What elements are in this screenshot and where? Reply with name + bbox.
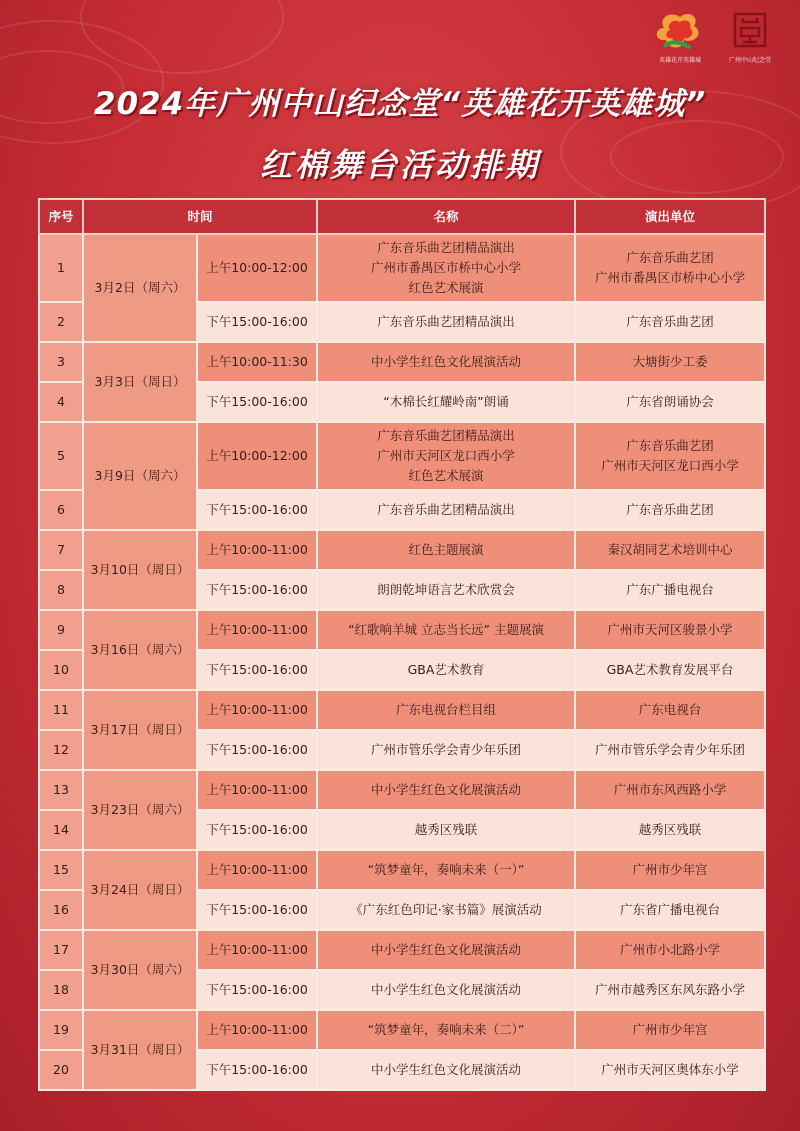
name-cell <box>317 690 575 730</box>
name-cell <box>317 234 575 302</box>
unit-cell <box>575 930 765 970</box>
unit-line: 广东广播电视台 <box>626 582 714 597</box>
unit-cell <box>575 690 765 730</box>
header-time: 时间 <box>83 199 317 234</box>
row-number: 11 <box>39 690 83 730</box>
table-row <box>39 690 765 730</box>
row-number: 18 <box>39 970 83 1010</box>
name-line: GBA艺术教育 <box>407 662 485 677</box>
date-cell: 3月17日（周日） <box>83 690 197 770</box>
name-line: 广州市管乐学会青少年乐团 <box>371 742 522 757</box>
unit-cell <box>575 422 765 490</box>
row-number: 9 <box>39 610 83 650</box>
row-number: 2 <box>39 302 83 342</box>
name-line: 广东音乐曲艺团精品演出 <box>377 428 515 443</box>
name-cell <box>317 890 575 930</box>
unit-cell <box>575 730 765 770</box>
unit-cell <box>575 890 765 930</box>
name-line: “木棉长红耀岭南”朗诵 <box>383 394 509 409</box>
name-cell <box>317 650 575 690</box>
unit-cell <box>575 970 765 1010</box>
hall-logo-text: 广州中山纪念堂 <box>728 57 771 64</box>
table-row <box>39 930 765 970</box>
name-cell <box>317 570 575 610</box>
unit-line: 广东音乐曲艺团 <box>626 250 714 265</box>
name-line: 《广东红色印记·家书篇》展演活动 <box>350 902 542 917</box>
time-cell: 下午15:00-16:00 <box>197 730 317 770</box>
kapok-flower-logo <box>650 12 710 62</box>
table-row <box>39 422 765 490</box>
row-number: 1 <box>39 234 83 302</box>
name-line: “筑梦童年，奏响未来（一）” <box>367 862 525 877</box>
unit-cell <box>575 650 765 690</box>
date-cell: 3月24日（周日） <box>83 850 197 930</box>
unit-line: 广州市少年宫 <box>632 862 708 877</box>
unit-line: 广东电视台 <box>638 702 702 717</box>
name-line: “筑梦童年，奏响未来（二）” <box>367 1022 525 1037</box>
date-cell: 3月30日（周六） <box>83 930 197 1010</box>
name-line: 广东电视台栏目组 <box>396 702 497 717</box>
unit-cell <box>575 234 765 302</box>
memorial-hall-logo <box>720 12 780 62</box>
table-row <box>39 770 765 810</box>
unit-cell <box>575 1010 765 1050</box>
unit-line: 广州市少年宫 <box>632 1022 708 1037</box>
date-cell: 3月16日（周六） <box>83 610 197 690</box>
unit-line: 广东省广播电视台 <box>620 902 721 917</box>
row-number: 7 <box>39 530 83 570</box>
date-cell: 3月9日（周六） <box>83 422 197 530</box>
time-cell: 上午10:00-11:30 <box>197 342 317 382</box>
name-cell <box>317 970 575 1010</box>
row-number: 20 <box>39 1050 83 1090</box>
time-cell: 下午15:00-16:00 <box>197 1050 317 1090</box>
table-row <box>39 610 765 650</box>
time-cell: 上午10:00-12:00 <box>197 234 317 302</box>
row-number: 10 <box>39 650 83 690</box>
unit-cell <box>575 530 765 570</box>
unit-line: 广州市管乐学会青少年乐团 <box>595 742 746 757</box>
header-no: 序号 <box>39 199 83 234</box>
row-number: 19 <box>39 1010 83 1050</box>
time-cell: 上午10:00-11:00 <box>197 770 317 810</box>
name-line: 广州市天河区龙口西小学 <box>377 448 515 463</box>
row-number: 8 <box>39 570 83 610</box>
logos <box>650 12 780 62</box>
unit-line: 广州市天河区骏景小学 <box>607 622 733 637</box>
unit-line: 广州市番禺区市桥中心小学 <box>595 270 746 285</box>
unit-cell <box>575 342 765 382</box>
unit-line: 秦汉胡同艺术培训中心 <box>607 542 733 557</box>
unit-line: 大塘街少工委 <box>632 354 708 369</box>
unit-line: 广东音乐曲艺团 <box>626 438 714 453</box>
unit-cell <box>575 770 765 810</box>
row-number: 14 <box>39 810 83 850</box>
unit-line: 广州市天河区龙口西小学 <box>601 458 739 473</box>
time-cell: 下午15:00-16:00 <box>197 810 317 850</box>
name-cell <box>317 810 575 850</box>
flower-icon <box>650 12 710 52</box>
time-cell: 上午10:00-11:00 <box>197 530 317 570</box>
name-line: 中小学生红色文化展演活动 <box>371 782 522 797</box>
name-line: 广东音乐曲艺团精品演出 <box>377 314 515 329</box>
unit-line: 广州市天河区奥体东小学 <box>601 1062 739 1077</box>
unit-line: 广东省朗诵协会 <box>626 394 714 409</box>
time-cell: 上午10:00-11:00 <box>197 930 317 970</box>
name-cell <box>317 382 575 422</box>
name-cell <box>317 730 575 770</box>
unit-line: 广东音乐曲艺团 <box>626 502 714 517</box>
unit-line: 广州市东风西路小学 <box>613 782 727 797</box>
table-row <box>39 850 765 890</box>
header-unit: 演出单位 <box>575 199 765 234</box>
name-cell <box>317 770 575 810</box>
unit-cell <box>575 1050 765 1090</box>
row-number: 4 <box>39 382 83 422</box>
time-cell: 上午10:00-11:00 <box>197 1010 317 1050</box>
time-cell: 上午10:00-11:00 <box>197 850 317 890</box>
name-line: 广东音乐曲艺团精品演出 <box>377 240 515 255</box>
time-cell: 上午10:00-11:00 <box>197 690 317 730</box>
unit-cell <box>575 610 765 650</box>
name-cell <box>317 1050 575 1090</box>
row-number: 15 <box>39 850 83 890</box>
name-line: 广东音乐曲艺团精品演出 <box>377 502 515 517</box>
name-line: 中小学生红色文化展演活动 <box>371 982 522 997</box>
schedule-body <box>39 234 765 1090</box>
name-line: 越秀区残联 <box>414 822 478 837</box>
date-cell: 3月3日（周日） <box>83 342 197 422</box>
name-cell <box>317 302 575 342</box>
page-subtitle: 红棉舞台活动排期 <box>259 146 540 184</box>
name-cell <box>317 342 575 382</box>
time-cell: 下午15:00-16:00 <box>197 302 317 342</box>
unit-cell <box>575 490 765 530</box>
row-number: 16 <box>39 890 83 930</box>
time-cell: 下午15:00-16:00 <box>197 970 317 1010</box>
name-cell <box>317 530 575 570</box>
hall-seal-icon <box>733 12 767 48</box>
time-cell: 下午15:00-16:00 <box>197 890 317 930</box>
row-number: 12 <box>39 730 83 770</box>
header-name: 名称 <box>317 199 575 234</box>
time-cell: 上午10:00-12:00 <box>197 422 317 490</box>
unit-line: 广东音乐曲艺团 <box>626 314 714 329</box>
unit-cell <box>575 810 765 850</box>
schedule-table <box>38 198 766 1091</box>
name-cell <box>317 422 575 490</box>
name-cell <box>317 490 575 530</box>
unit-line: 广州市小北路小学 <box>620 942 721 957</box>
flower-logo-text: 英雄花开英雄城 <box>658 57 701 64</box>
row-number: 17 <box>39 930 83 970</box>
unit-cell <box>575 302 765 342</box>
row-number: 13 <box>39 770 83 810</box>
table-header-row <box>39 199 765 234</box>
name-line: 广州市番禺区市桥中心小学 <box>371 260 522 275</box>
time-cell: 下午15:00-16:00 <box>197 650 317 690</box>
name-cell <box>317 930 575 970</box>
time-cell: 下午15:00-16:00 <box>197 382 317 422</box>
row-number: 5 <box>39 422 83 490</box>
name-line: “红歌响羊城 立志当长远” 主题展演 <box>348 622 544 637</box>
unit-cell <box>575 570 765 610</box>
name-line: 中小学生红色文化展演活动 <box>371 354 522 369</box>
table-row <box>39 1010 765 1050</box>
row-number: 6 <box>39 490 83 530</box>
table-row <box>39 530 765 570</box>
date-cell: 3月31日（周日） <box>83 1010 197 1090</box>
row-number: 3 <box>39 342 83 382</box>
page-title: 2024年广州中山纪念堂“英雄花开英雄城” <box>93 86 707 122</box>
unit-line: 广州市越秀区东风东路小学 <box>595 982 746 997</box>
date-cell: 3月10日（周日） <box>83 530 197 610</box>
name-cell <box>317 1010 575 1050</box>
unit-line: 越秀区残联 <box>638 822 702 837</box>
name-line: 朗朗乾坤语言艺术欣赏会 <box>377 582 515 597</box>
name-cell <box>317 850 575 890</box>
time-cell: 上午10:00-11:00 <box>197 610 317 650</box>
name-cell <box>317 610 575 650</box>
time-cell: 下午15:00-16:00 <box>197 570 317 610</box>
date-cell: 3月23日（周六） <box>83 770 197 850</box>
name-line: 中小学生红色文化展演活动 <box>371 1062 522 1077</box>
name-line: 红色主题展演 <box>408 542 484 557</box>
table-row <box>39 342 765 382</box>
name-line: 红色艺术展演 <box>408 468 484 483</box>
unit-cell <box>575 382 765 422</box>
name-line: 红色艺术展演 <box>408 280 484 295</box>
name-line: 中小学生红色文化展演活动 <box>371 942 522 957</box>
table-row <box>39 234 765 302</box>
unit-line: GBA艺术教育发展平台 <box>606 662 734 677</box>
unit-cell <box>575 850 765 890</box>
time-cell: 下午15:00-16:00 <box>197 490 317 530</box>
date-cell: 3月2日（周六） <box>83 234 197 342</box>
